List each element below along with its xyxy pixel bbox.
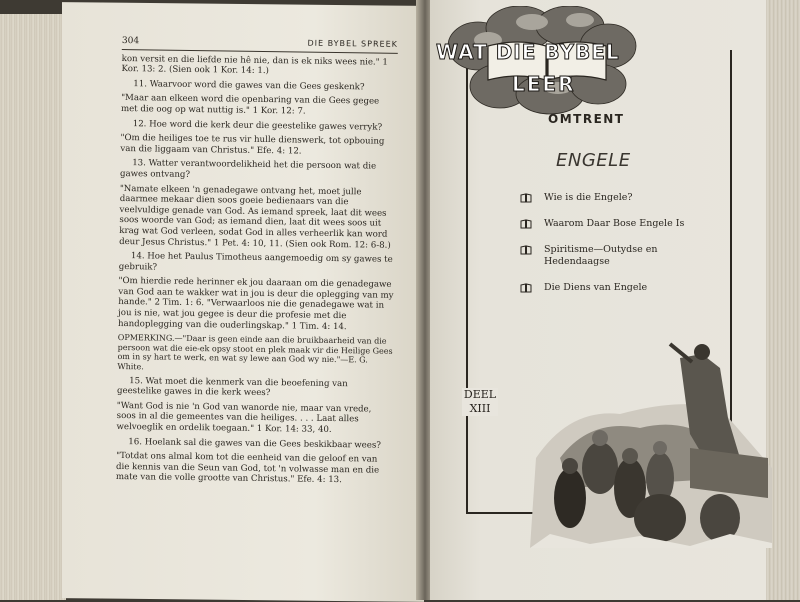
toc-label: Wie is die Engele? bbox=[544, 192, 633, 203]
toc-item bbox=[520, 192, 720, 204]
series-title: WAT DIE BYBEL bbox=[436, 40, 620, 64]
toc-label: Spiritisme—Outydse en Hedendaagse bbox=[544, 244, 658, 267]
table-of-contents bbox=[520, 192, 720, 308]
note-paragraph: OPMERKING.—"Daar is geen einde aan die bruikbaarheid van die persoon wat die eie-ek opsy stoot en plek maak vir die Heilige Gees om in sy hart te werk, en wat sy lewe aan God wy nie."—E. G. White. bbox=[117, 333, 393, 372]
left-page-edges bbox=[0, 14, 66, 600]
open-book-icon bbox=[520, 283, 532, 293]
question: 16. Hoelank sal die gawes van die Gees beskikbaar wees? bbox=[128, 436, 381, 451]
paragraph: kon versit en die liefde nie hê nie, dan is ek niks wees nie." 1 Kor. 13: 2. (Sien ook 1 Kor. 14: 1.) bbox=[121, 53, 388, 77]
question: 13. Watter verantwoordelikheid het die persoon wat die gawes ontvang? bbox=[120, 158, 377, 180]
toc-item bbox=[520, 244, 720, 268]
paragraph: "Om hierdie rede herinner ek jou daaraan om die genadegawe van God aan te wakker wat in jou is deur die oplegging van my hande." 2 Tim. 1: 6. "Verwaarloos nie die genadegawe wat in jou is nie, wat jou gegee is deur die profesie met die handoplegging van die ouderlingskap." 1 Tim. 4: 14. bbox=[117, 276, 394, 332]
question: 12. Hoe word die kerk deur die geestelike gawes verryk? bbox=[132, 118, 383, 133]
paragraph: "Want God is nie 'n God van wanorde nie, maar van vrede, soos in al die gemeentes van die heiliges. . . . Laat alles welvoeglik en ordelik toegaan." 1 Kor. 14: 33, 40. bbox=[116, 400, 372, 435]
left-page-header bbox=[122, 36, 398, 53]
question: 11. Waarvoor word die gawes van die Gees geskenk? bbox=[133, 78, 365, 93]
open-book-icon bbox=[520, 219, 532, 229]
open-book-icon bbox=[520, 193, 532, 203]
paragraph: "Maar aan elkeen word die openbaring van die Gees gegee met die oog op wat nuttig is." 1 Kor. 12: 7. bbox=[120, 93, 380, 117]
series-title-word: LEER bbox=[512, 72, 576, 96]
chapter-subject: ENGELE bbox=[556, 150, 631, 171]
page-number: 304 bbox=[121, 36, 140, 47]
paragraph: "Namate elkeen 'n genadegawe ontvang het, moet julle daarmee mekaar dien soos goeie bedienaars van die veelvuldige genade van God. As iemand spreek, laat dit wees soos woorde van God; as iemand dien, laat dit wees soos uit krag wat God verleen, sodat God in alles verheerlik kan word deur Jesus Christus." 1 Pet. 4: 10, 11. (Sien ook Rom. 12: 6-8.) bbox=[119, 183, 391, 251]
left-page-text bbox=[116, 36, 398, 491]
toc-item bbox=[520, 218, 720, 230]
question: 15. Wat moet die kenmerk van die beoefening van geestelike gawes in die kerk wees? bbox=[116, 375, 348, 399]
toc-item bbox=[520, 282, 720, 294]
subtitle-omtrent: OMTRENT bbox=[548, 112, 625, 126]
toc-label: Die Diens van Engele bbox=[544, 282, 648, 293]
paragraph: "Om die heiliges toe te rus vir hulle dienswerk, tot opbouing van die liggaam van Christus." Efe. 4: 12. bbox=[120, 133, 385, 157]
toc-label: Waarom Daar Bose Engele Is bbox=[544, 218, 685, 229]
paragraph: "Totdat ons almal kom tot die eenheid van die geloof en van die kennis van die Seun van God, tot 'n volwasse man en die mate van die volle grootte van Christus." Efe. 4: 13. bbox=[115, 451, 380, 486]
part-word: DEEL bbox=[463, 388, 497, 401]
part-label bbox=[462, 388, 498, 416]
question: 14. Hoe het Paulus Timotheus aangemoedig om sy gawes te gebruik? bbox=[118, 251, 393, 273]
open-book-icon bbox=[520, 245, 532, 255]
part-number: XIII bbox=[469, 402, 491, 415]
illustration-jesus-preaching bbox=[530, 338, 772, 548]
running-head: DIE BYBEL SPREEK bbox=[307, 38, 398, 49]
